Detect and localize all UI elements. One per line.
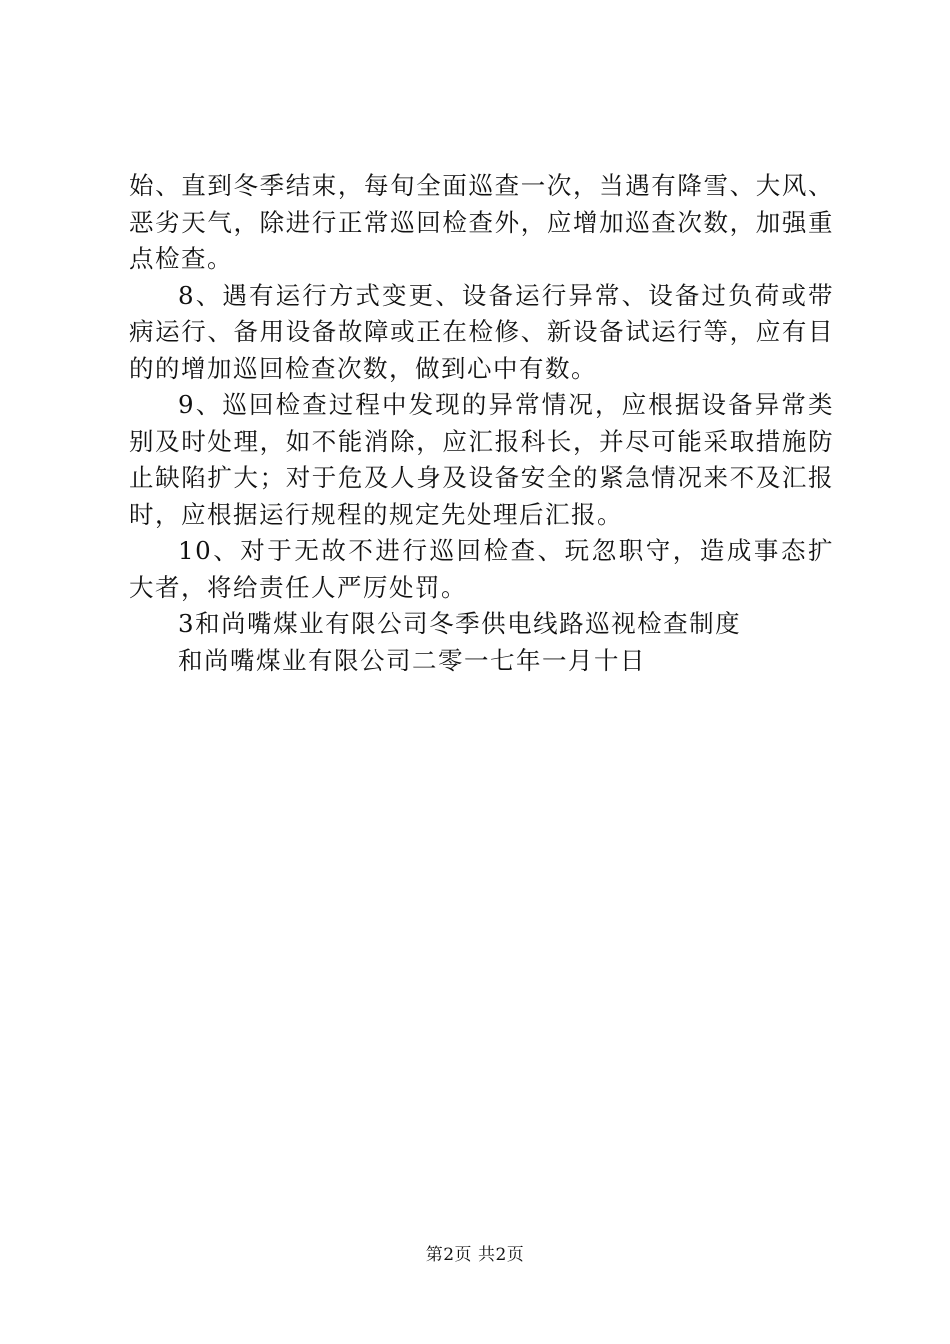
page-number-footer: 第2页 共2页	[425, 1245, 525, 1265]
paragraph-continuation: 始、直到冬季结束，每旬全面巡查一次，当遇有降雪、大风、恶劣天气，除进行正常巡回检查外，应增加巡查次数，加强重点检查。	[129, 171, 834, 273]
signature-date-line: 和尚嘴煤业有限公司二零一七年一月十日	[178, 645, 646, 675]
paragraph-item-9: 9、巡回检查过程中发现的异常情况，应根据设备异常类别及时处理，如不能消除，应汇报科长，并尽可能采取措施防止缺陷扩大；对于危及人身及设备安全的紧急情况来不及汇报时，应根据运行规程的规定先处理后汇报。	[129, 390, 834, 529]
paragraph-item-10: 10、对于无故不进行巡回检查、玩忽职守，造成事态扩大者，将给责任人严厉处罚。	[129, 536, 834, 602]
paragraph-item-8: 8、遇有运行方式变更、设备运行异常、设备过负荷或带病运行、备用设备故障或正在检修、新设备试运行等，应有目的的增加巡回检查次数，做到心中有数。	[129, 280, 834, 383]
document-title-line: 3和尚嘴煤业有限公司冬季供电线路巡视检查制度	[178, 609, 742, 638]
document-body	[129, 168, 834, 679]
